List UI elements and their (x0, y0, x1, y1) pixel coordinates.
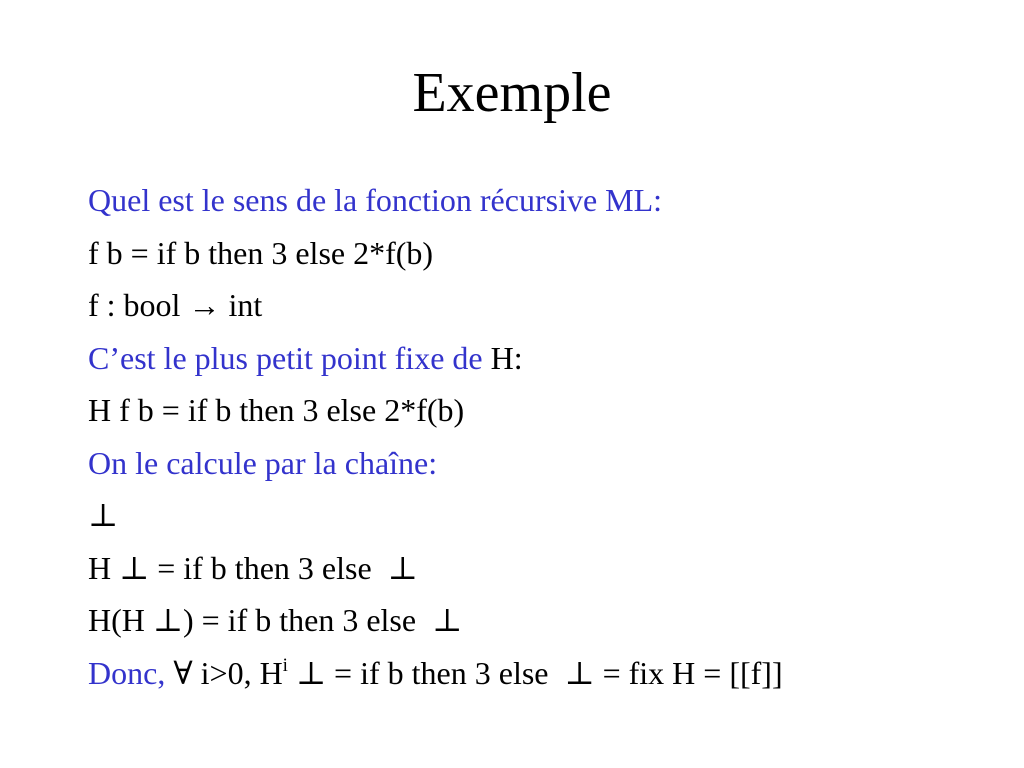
fixpoint-statement-text: C’est le plus petit point fixe de (88, 339, 491, 376)
second-iteration-line: H(H ⊥) = if b then 3 else ⊥ (88, 602, 463, 638)
conclusion-formula-end: ⊥ = if b then 3 else ⊥ = fix H = [[f]] (287, 654, 783, 691)
conclusion-intro: Donc, (88, 654, 174, 691)
fixpoint-statement-symbol: H: (490, 339, 523, 376)
fixpoint-statement-line (88, 332, 988, 385)
first-iteration-line: H ⊥ = if b then 3 else ⊥ (88, 549, 418, 586)
function-definition-line: f b = if b then 3 else 2*f(b) (88, 234, 434, 271)
function-type-line: f : bool → int (88, 287, 263, 323)
slide-body (88, 174, 988, 699)
conclusion-formula-start: ∀ i>0, H (173, 654, 283, 691)
chain-intro-line: On le calcule par la chaîne: (88, 444, 438, 481)
slide-title: Exemple (412, 62, 612, 124)
question-line: Quel est le sens de la fonction récursive ML: (88, 182, 663, 218)
conclusion-superscript: i (282, 654, 288, 676)
bottom-element-line: ⊥ (88, 497, 119, 533)
functional-definition-line: H f b = if b then 3 else 2*f(b) (88, 392, 465, 428)
conclusion-line (88, 647, 988, 700)
